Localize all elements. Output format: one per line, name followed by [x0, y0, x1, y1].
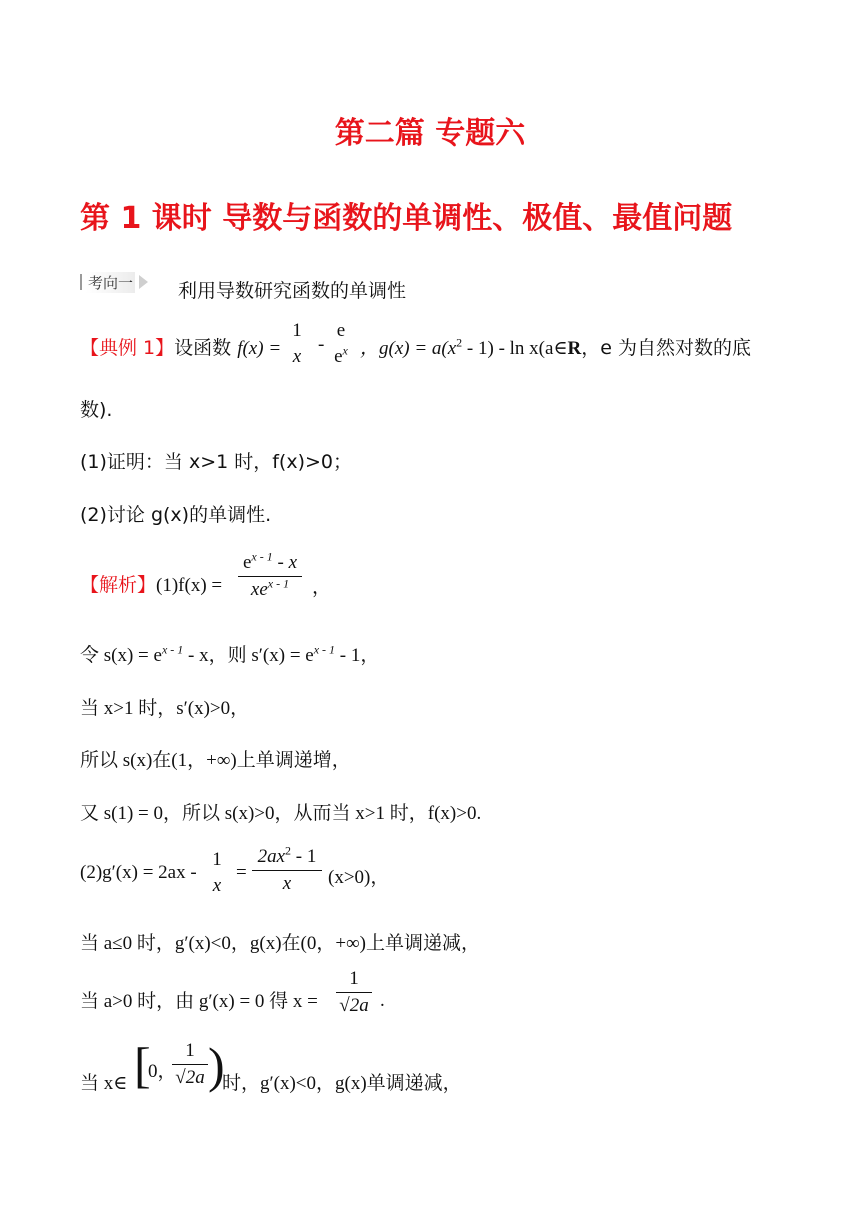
- fraction-e-over-ex: [330, 320, 352, 368]
- page-title: 第二篇 专题六: [334, 116, 526, 151]
- solution-line-4: 所以 s(x)在(1，+∞)上单调递增，: [80, 750, 351, 771]
- frac-bar: [252, 870, 322, 871]
- frac-num: 1: [292, 320, 302, 341]
- interval-open-bracket: [: [134, 1037, 151, 1093]
- solution-line-8-lead: 当 a>0 时，由 g′(x) = 0 得 x =: [80, 991, 318, 1012]
- solution-f-lead: (1)f(x) =: [156, 575, 223, 596]
- solution-line-1: [80, 570, 222, 597]
- domain-note: (x>0)，: [328, 867, 390, 888]
- equals-sign: =: [236, 862, 247, 883]
- frac-den: x: [282, 873, 292, 894]
- example-line-1: [80, 333, 281, 360]
- solution-fraction-1: [238, 549, 302, 601]
- arrow-icon: [139, 275, 148, 289]
- question-2: (2)讨论 g(x)的单调性.: [80, 504, 272, 526]
- frac-num: 1: [185, 1040, 195, 1061]
- example-line-2: 数).: [80, 399, 113, 421]
- question-1: (1)证明：当 x>1 时，f(x)>0；: [80, 451, 353, 473]
- lesson-title: 第 1 课时 导数与函数的单调性、极值、最值问题: [80, 201, 733, 236]
- solution-line-5: 又 s(1) = 0，所以 s(x)>0，从而当 x>1 时，f(x)>0.: [80, 803, 482, 824]
- minus-sign: -: [318, 334, 325, 355]
- section-tag-text: 考向一: [88, 273, 134, 292]
- frac-bar: [172, 1064, 208, 1065]
- fraction-1-over-x-b: [208, 849, 226, 897]
- fraction-1-over-x: [288, 320, 306, 368]
- frac-num: e: [336, 320, 346, 341]
- fraction-interval-end: [172, 1040, 208, 1089]
- frac-num: 1: [349, 968, 359, 989]
- frac-den: $xe^{x - 1}$: [250, 576, 290, 600]
- solution-line-7: 当 a≤0 时，g′(x)<0，g(x)在(0，+∞)上单调递减，: [80, 933, 480, 954]
- frac-num: $e^{x - 1}$ - x: [242, 549, 298, 573]
- frac-num: $2ax^2 - 1$: [257, 843, 317, 867]
- example-intro: 设函数: [174, 337, 232, 359]
- solution-line-3: 当 x>1 时，s′(x)>0，: [80, 698, 250, 719]
- frac-num: 1: [212, 849, 222, 870]
- interval-start: 0，: [148, 1061, 177, 1082]
- real-set-R: R: [567, 338, 582, 359]
- solution-line-9-lead: 当 x∈: [80, 1073, 128, 1094]
- section-label: 利用导数研究函数的单调性: [178, 280, 407, 302]
- frac-den: √2a: [175, 1067, 205, 1088]
- tag-bar: [80, 274, 82, 290]
- example-tag: 【典例 1】: [80, 337, 175, 359]
- solution-line-2: 令 $s(x) = e^{x - 1} - x$，则 $s'(x) = e^{x - 1} - 1$，: [80, 642, 380, 666]
- g-definition: ，$g(x) = a(x^2 - 1) - \ln$ x(a∈R，e 为自然对数的底: [360, 335, 751, 359]
- comma: ，: [312, 576, 332, 598]
- fraction-2ax2-1-over-x: [252, 843, 322, 895]
- frac-bar: [336, 992, 372, 993]
- frac-den: x: [292, 346, 302, 367]
- interval-close-bracket: ): [208, 1037, 225, 1093]
- solution-tag: 【解析】: [80, 574, 157, 596]
- section-tag: [80, 272, 148, 292]
- solution-line-6-lead: (2)g′(x) = 2ax -: [80, 862, 197, 883]
- frac-den: x: [212, 875, 222, 896]
- frac-den: √2a: [339, 995, 369, 1016]
- fraction-1-over-sqrt2a: [336, 968, 372, 1017]
- f-def: f(x) =: [237, 338, 282, 359]
- period: .: [380, 990, 385, 1011]
- frac-den: $e^x$: [334, 343, 348, 367]
- solution-line-9-tail: 时，g′(x)<0，g(x)单调递减，: [222, 1073, 462, 1094]
